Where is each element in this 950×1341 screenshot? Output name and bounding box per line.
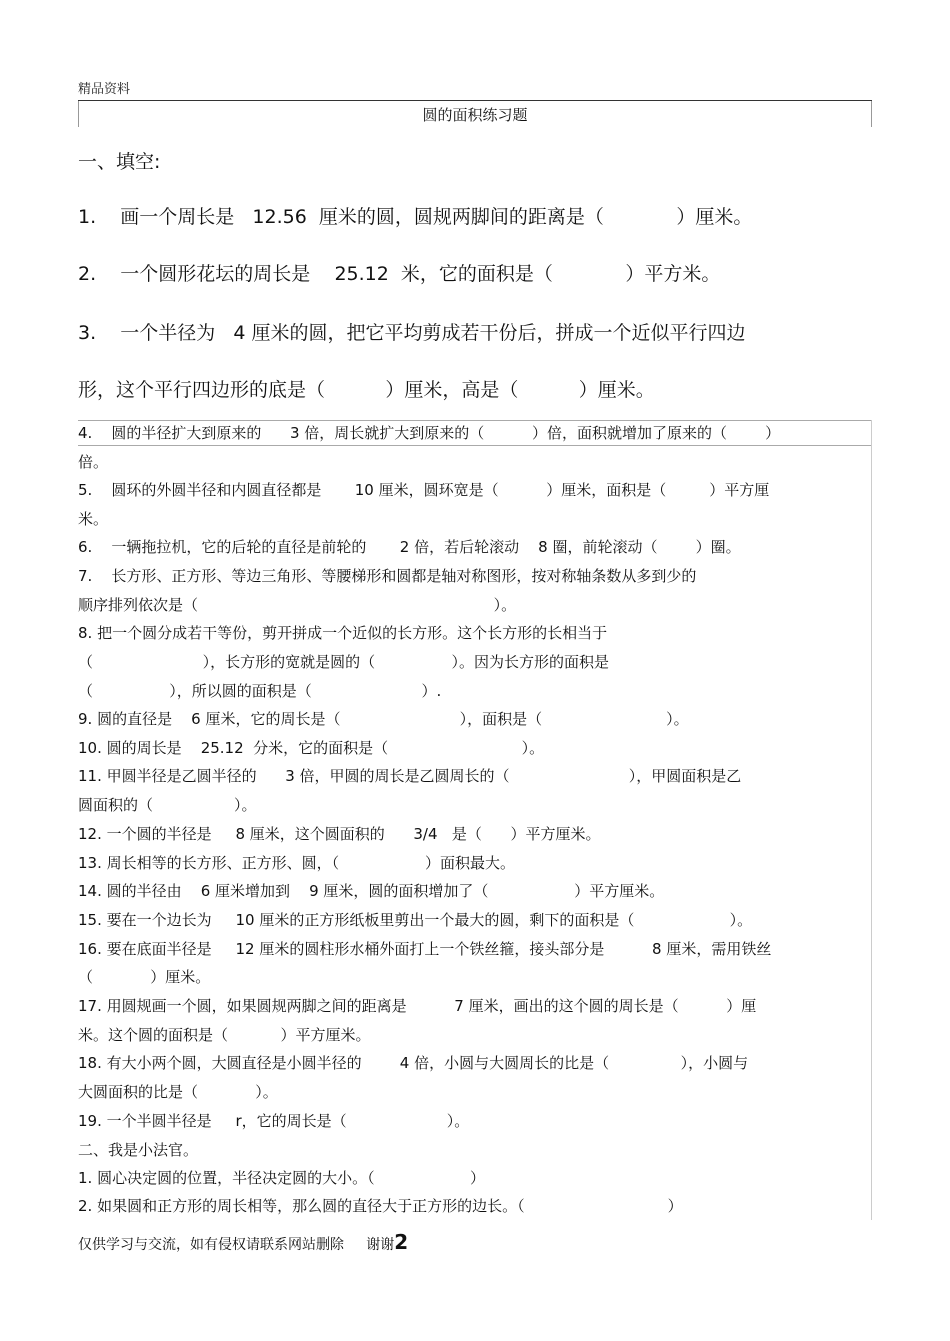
question-line: 17. 用圆规画一个圆，如果圆规两脚之间的距离是 7 厘米，画出的这个圆的周长是（ ）厘 [78,997,757,1015]
question-line: 5. 圆环的外圆半径和内圆直径都是 10 厘米，圆环宽是（ ）厘米，面积是（ ）平方厘 [78,481,770,499]
table-rule-bottom [78,445,872,446]
question-line: 10. 圆的周长是 25.12 分米，它的面积是（ ）。 [78,739,545,757]
question-line: （ ），长方形的宽就是圆的（ ）。因为长方形的面积是 [78,653,609,671]
question-line: 1. 圆心决定圆的位置，半径决定圆的大小。（ ） [78,1169,485,1187]
table-rule-top [78,420,872,421]
question-line: 6. 一辆拖拉机，它的后轮的直径是前轮的 2 倍，若后轮滚动 8 圈，前轮滚动（ ）圈。 [78,538,741,556]
question-line: （ ）厘米。 [78,968,211,986]
question-line: 形，这个平行四边形的底是（ ）厘米，高是（ ）厘米。 [78,379,655,401]
question-line: 16. 要在底面半径是 12 厘米的圆柱形水桶外面打上一个铁丝箍，接头部分是 8 厘米，需用铁丝 [78,940,772,958]
question-line: 2. 如果圆和正方形的周长相等，那么圆的直径大于正方形的边长。（ ） [78,1197,683,1215]
question-line: （ ），所以圆的面积是（ ）. [78,682,442,700]
footer [78,1230,408,1254]
question-line: 1. 画一个周长是 12.56 厘米的圆，圆规两脚间的距离是（ ）厘米。 [78,206,753,228]
question-line: 18. 有大小两个圆，大圆直径是小圆半径的 4 倍，小圆与大圆周长的比是（ ），小圆与 [78,1054,749,1072]
question-line: 大圆面积的比是（ ）。 [78,1083,278,1101]
section2-heading: 二、我是小法官。 [78,1141,199,1159]
question-line: 4. 圆的半径扩大到原来的 3 倍，周长就扩大到原来的（ ）倍，面积就增加了原来的（ ） [78,424,781,442]
page-number: 2 [394,1230,409,1254]
question-line: 8. 把一个圆分成若干等份，剪开拼成一个近似的长方形。这个长方形的长相当于 [78,624,608,642]
section1-heading: 一、填空: [78,151,161,173]
question-line: 2. 一个圆形花坛的周长是 25.12 米，它的面积是（ ）平方米。 [78,263,721,285]
right-margin-line [871,420,872,1220]
question-line: 15. 要在一个边长为 10 厘米的正方形纸板里剪出一个最大的圆，剩下的面积是（ ）。 [78,911,753,929]
question-line: 7. 长方形、正方形、等边三角形、等腰梯形和圆都是轴对称图形，按对称轴条数从多到少的 [78,567,697,585]
question-line: 圆面积的（ ）。 [78,796,257,814]
question-line: 顺序排列依次是（ ）。 [78,596,517,614]
footer-text: 仅供学习与交流，如有侵权请联系网站删除 谢谢 [78,1237,395,1253]
question-line: 13. 周长相等的长方形、正方形、圆，（ ）面积最大。 [78,854,515,872]
question-line: 倍。 [78,453,109,471]
watermark-label: 精品资料 [78,82,131,97]
question-line: 3. 一个半径为 4 厘米的圆，把它平均剪成若干份后，拼成一个近似平行四边 [78,322,746,344]
question-line: 米。这个圆的面积是（ ）平方厘米。 [78,1026,371,1044]
question-line: 14. 圆的半径由 6 厘米增加到 9 厘米，圆的面积增加了（ ）平方厘米。 [78,882,665,900]
question-line: 11. 甲圆半径是乙圆半径的 3 倍，甲圆的周长是乙圆周长的（ ），甲圆面积是乙 [78,767,742,785]
page-title: 圆的面积练习题 [422,106,528,124]
question-line: 9. 圆的直径是 6 厘米，它的周长是（ ），面积是（ ）。 [78,710,689,728]
question-line: 米。 [78,510,109,528]
question-line: 12. 一个圆的半径是 8 厘米，这个圆面积的 3/4 是（ ）平方厘米。 [78,825,601,843]
question-line: 19. 一个半圆半径是 r，它的周长是（ ）。 [78,1112,470,1130]
header-rule [78,100,872,101]
